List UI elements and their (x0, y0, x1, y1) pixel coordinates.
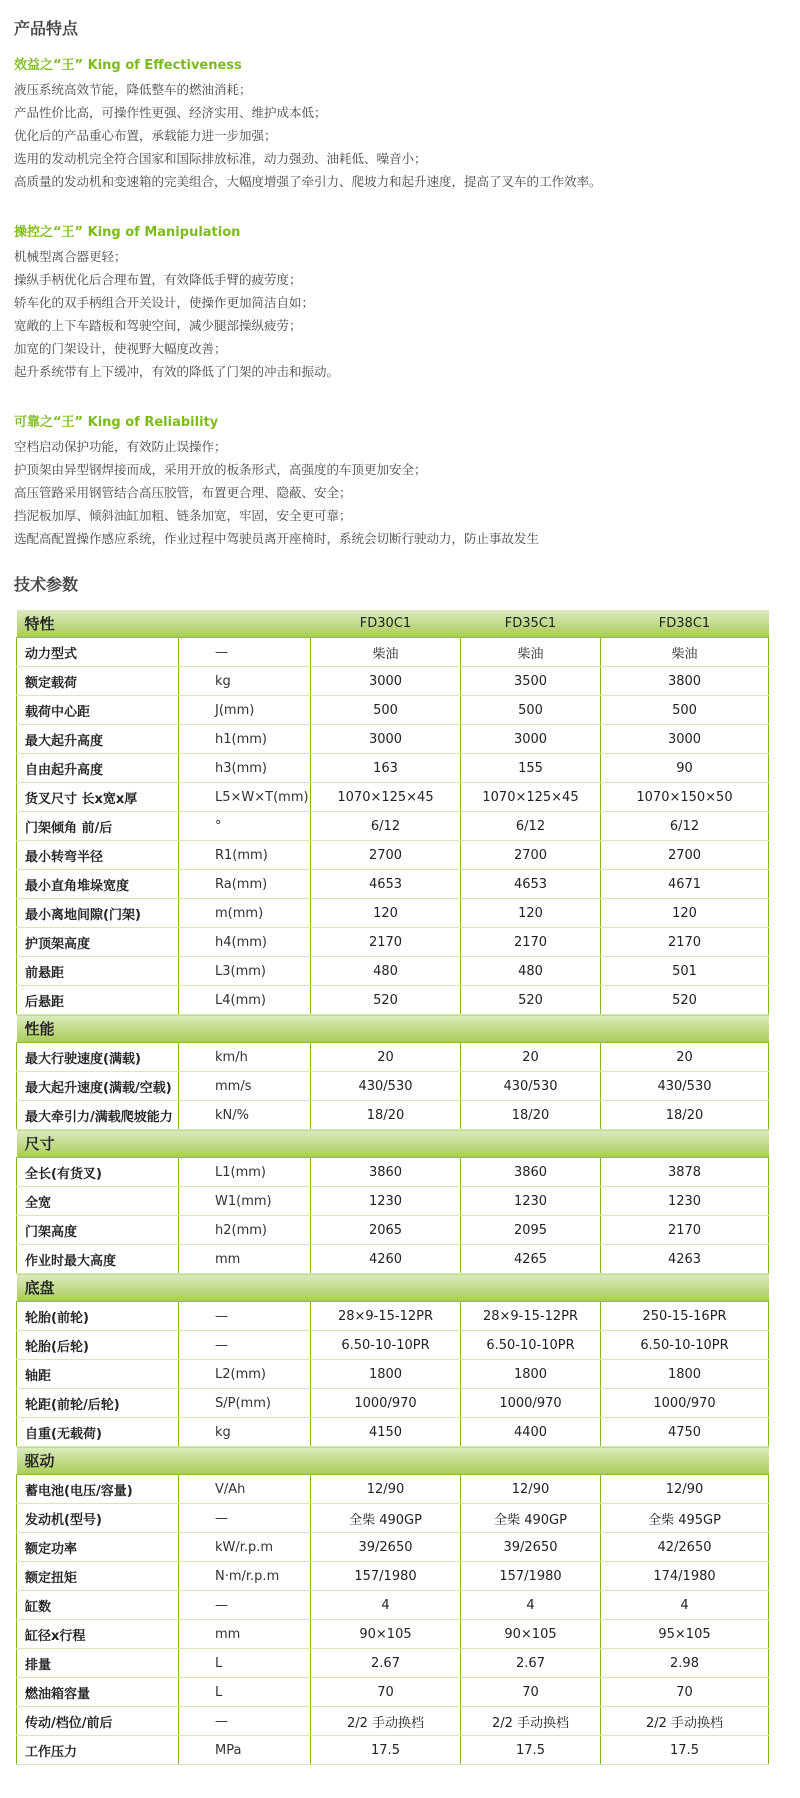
spec-value: 全柴 490GP (461, 1504, 601, 1533)
spec-name: 最小直角堆垛宽度 (17, 870, 179, 899)
spec-value: 3800 (601, 667, 769, 696)
group-blank (311, 1447, 461, 1475)
spec-value: 1230 (311, 1187, 461, 1216)
spec-value: 2170 (601, 928, 769, 957)
feature-heading: 效益之“王” King of Effectiveness (14, 58, 242, 73)
spec-value: 520 (311, 986, 461, 1015)
model-name: FD30C1 (311, 610, 461, 638)
spec-name: 护顶架高度 (17, 928, 179, 957)
table-row (17, 1504, 769, 1533)
table-row (17, 1736, 769, 1765)
table-row (17, 841, 769, 870)
feature-block (14, 411, 786, 550)
spec-value: 120 (461, 899, 601, 928)
spec-value: 70 (311, 1678, 461, 1707)
spec-value: 1070×125×45 (311, 783, 461, 812)
spec-value: 4150 (311, 1418, 461, 1447)
spec-unit: kg (179, 1418, 311, 1447)
group-blank (311, 1274, 461, 1302)
spec-value: 4400 (461, 1418, 601, 1447)
spec-value: 20 (461, 1043, 601, 1072)
table-row (17, 1678, 769, 1707)
spec-value: 157/1980 (311, 1562, 461, 1591)
spec-value: 1800 (461, 1360, 601, 1389)
spec-name: 额定功率 (17, 1533, 179, 1562)
spec-unit: — (179, 1707, 311, 1736)
spec-name: 蓄电池(电压/容量) (17, 1475, 179, 1504)
spec-value: 3000 (461, 725, 601, 754)
spec-name: 排量 (17, 1649, 179, 1678)
spec-unit: S/P(mm) (179, 1389, 311, 1418)
spec-value: 4 (601, 1591, 769, 1620)
spec-value: 520 (601, 986, 769, 1015)
spec-value: 3878 (601, 1158, 769, 1187)
spec-name: 最小转弯半径 (17, 841, 179, 870)
model-name: FD38C1 (601, 610, 769, 638)
spec-name: 最小离地间隙(门架) (17, 899, 179, 928)
spec-unit: ° (179, 812, 311, 841)
spec-name: 最大行驶速度(满载) (17, 1043, 179, 1072)
spec-value: 1070×125×45 (461, 783, 601, 812)
spec-name: 后悬距 (17, 986, 179, 1015)
spec-unit: kg (179, 667, 311, 696)
spec-value: 柴油 (461, 638, 601, 667)
feature-block (14, 54, 786, 193)
spec-unit: h3(mm) (179, 754, 311, 783)
spec-value: 18/20 (461, 1101, 601, 1130)
spec-name: 门架高度 (17, 1216, 179, 1245)
spec-name: 全宽 (17, 1187, 179, 1216)
spec-value: 2095 (461, 1216, 601, 1245)
feature-line: 操纵手柄优化后合理布置，有效降低手臂的疲劳度； (14, 272, 302, 287)
group-name: 底盘 (17, 1274, 179, 1302)
spec-value: 157/1980 (461, 1562, 601, 1591)
spec-value: 全柴 490GP (311, 1504, 461, 1533)
table-row (17, 1216, 769, 1245)
table-row (17, 1533, 769, 1562)
model-name: FD35C1 (461, 610, 601, 638)
spec-value: 4653 (311, 870, 461, 899)
spec-value: 95×105 (601, 1620, 769, 1649)
group-blank (179, 1274, 311, 1302)
spec-value: 480 (311, 957, 461, 986)
group-blank (461, 1274, 601, 1302)
spec-value: 1800 (601, 1360, 769, 1389)
spec-value: 4260 (311, 1245, 461, 1274)
spec-value: 1000/970 (601, 1389, 769, 1418)
spec-value: 4263 (601, 1245, 769, 1274)
features-title: 产品特点 (14, 19, 79, 38)
spec-value: 18/20 (601, 1101, 769, 1130)
feature-line: 优化后的产品重心布置，承载能力进一步加强； (14, 128, 277, 143)
spec-unit: — (179, 1331, 311, 1360)
feature-line: 起升系统带有上下缓冲，有效的降低了门架的冲击和振动。 (14, 364, 340, 379)
spec-value: 90 (601, 754, 769, 783)
spec-value: 70 (461, 1678, 601, 1707)
table-row (17, 696, 769, 725)
feature-line: 选配高配置操作感应系统，作业过程中驾驶员离开座椅时，系统会切断行驶动力，防止事故发生 (14, 531, 540, 546)
spec-unit: W1(mm) (179, 1187, 311, 1216)
spec-value: 4671 (601, 870, 769, 899)
spec-unit: R1(mm) (179, 841, 311, 870)
spec-name: 缸数 (17, 1591, 179, 1620)
table-row (17, 812, 769, 841)
table-row (17, 928, 769, 957)
spec-value: 3860 (461, 1158, 601, 1187)
spec-name: 额定扭矩 (17, 1562, 179, 1591)
spec-value: 28×9-15-12PR (461, 1302, 601, 1331)
group-blank (179, 1130, 311, 1158)
spec-group-header (17, 1274, 769, 1302)
table-row (17, 725, 769, 754)
spec-unit: h4(mm) (179, 928, 311, 957)
spec-value: 12/90 (601, 1475, 769, 1504)
spec-value: 6/12 (311, 812, 461, 841)
table-row (17, 638, 769, 667)
table-row (17, 957, 769, 986)
spec-value: 1230 (461, 1187, 601, 1216)
spec-value: 3500 (461, 667, 601, 696)
feature-line: 液压系统高效节能，降低整车的燃油消耗； (14, 82, 252, 97)
table-row (17, 1389, 769, 1418)
spec-value: 2170 (461, 928, 601, 957)
spec-value: 2170 (601, 1216, 769, 1245)
spec-value: 120 (601, 899, 769, 928)
features-section (14, 54, 786, 550)
table-row (17, 1187, 769, 1216)
table-row (17, 1360, 769, 1389)
spec-value: 2/2 手动换档 (311, 1707, 461, 1736)
group-blank (601, 1447, 769, 1475)
spec-value: 70 (601, 1678, 769, 1707)
spec-value: 6.50-10-10PR (601, 1331, 769, 1360)
spec-value: 28×9-15-12PR (311, 1302, 461, 1331)
spec-name: 自重(无载荷) (17, 1418, 179, 1447)
spec-value: 柴油 (601, 638, 769, 667)
group-blank (311, 1130, 461, 1158)
spec-unit: J(mm) (179, 696, 311, 725)
spec-value: 4265 (461, 1245, 601, 1274)
group-blank (461, 1447, 601, 1475)
table-row (17, 899, 769, 928)
spec-unit: L (179, 1678, 311, 1707)
spec-value: 2/2 手动换档 (461, 1707, 601, 1736)
spec-value: 90×105 (461, 1620, 601, 1649)
spec-group-header (17, 1447, 769, 1475)
table-row (17, 1245, 769, 1274)
spec-value: 全柴 495GP (601, 1504, 769, 1533)
spec-unit: mm/s (179, 1072, 311, 1101)
spec-value: 1070×150×50 (601, 783, 769, 812)
spec-value: 6/12 (461, 812, 601, 841)
spec-value: 39/2650 (311, 1533, 461, 1562)
feature-heading: 操控之“王” King of Manipulation (14, 225, 241, 240)
spec-value: 12/90 (311, 1475, 461, 1504)
spec-value: 17.5 (601, 1736, 769, 1765)
spec-value: 2.67 (461, 1649, 601, 1678)
table-row (17, 986, 769, 1015)
spec-name: 轮胎(后轮) (17, 1331, 179, 1360)
spec-value: 4653 (461, 870, 601, 899)
group-name: 性能 (17, 1015, 179, 1043)
group-blank (179, 1447, 311, 1475)
spec-value: 480 (461, 957, 601, 986)
spec-value: 2700 (461, 841, 601, 870)
spec-value: 6/12 (601, 812, 769, 841)
table-row (17, 1620, 769, 1649)
spec-value: 2170 (311, 928, 461, 957)
spec-value: 6.50-10-10PR (461, 1331, 601, 1360)
spec-value: 20 (601, 1043, 769, 1072)
spec-unit: L2(mm) (179, 1360, 311, 1389)
table-row (17, 754, 769, 783)
spec-unit: — (179, 638, 311, 667)
spec-value: 163 (311, 754, 461, 783)
feature-line: 轿车化的双手柄组合开关设计，使操作更加简洁自如； (14, 295, 315, 310)
spec-group-header (17, 610, 769, 638)
spec-value: 3000 (311, 725, 461, 754)
spec-unit: L1(mm) (179, 1158, 311, 1187)
table-row (17, 1591, 769, 1620)
spec-unit: N·m/r.p.m (179, 1562, 311, 1591)
spec-value: 2/2 手动换档 (601, 1707, 769, 1736)
spec-unit: Ra(mm) (179, 870, 311, 899)
table-row (17, 1707, 769, 1736)
spec-value: 18/20 (311, 1101, 461, 1130)
table-row (17, 1101, 769, 1130)
feature-line: 选用的发动机完全符合国家和国际排放标准，动力强劲、油耗低、噪音小； (14, 151, 427, 166)
spec-title: 技术参数 (14, 575, 79, 594)
spec-value: 500 (461, 696, 601, 725)
spec-name: 发动机(型号) (17, 1504, 179, 1533)
group-blank (601, 1274, 769, 1302)
table-row (17, 1649, 769, 1678)
spec-value: 1800 (311, 1360, 461, 1389)
spec-unit: m(mm) (179, 899, 311, 928)
spec-unit: — (179, 1504, 311, 1533)
spec-unit: L5×W×T(mm) (179, 783, 311, 812)
group-blank (461, 1130, 601, 1158)
spec-value: 17.5 (311, 1736, 461, 1765)
spec-value: 17.5 (461, 1736, 601, 1765)
group-name: 驱动 (17, 1447, 179, 1475)
spec-value: 2065 (311, 1216, 461, 1245)
spec-value: 3000 (601, 725, 769, 754)
spec-unit: L4(mm) (179, 986, 311, 1015)
feature-block (14, 221, 786, 383)
table-row (17, 1418, 769, 1447)
spec-unit: mm (179, 1245, 311, 1274)
spec-group-header (17, 1015, 769, 1043)
table-row (17, 1302, 769, 1331)
spec-unit: — (179, 1302, 311, 1331)
spec-name: 轮距(前轮/后轮) (17, 1389, 179, 1418)
spec-name: 传动/档位/前后 (17, 1707, 179, 1736)
table-row (17, 1562, 769, 1591)
spec-value: 155 (461, 754, 601, 783)
spec-value: 430/530 (601, 1072, 769, 1101)
table-row (17, 667, 769, 696)
spec-value: 120 (311, 899, 461, 928)
spec-unit: h1(mm) (179, 725, 311, 754)
spec-name: 全长(有货叉) (17, 1158, 179, 1187)
spec-value: 2700 (601, 841, 769, 870)
spec-unit: MPa (179, 1736, 311, 1765)
spec-value: 6.50-10-10PR (311, 1331, 461, 1360)
feature-line: 机械型离合器更轻； (14, 249, 127, 264)
table-row (17, 783, 769, 812)
table-row (17, 1043, 769, 1072)
spec-value: 500 (601, 696, 769, 725)
spec-name: 载荷中心距 (17, 696, 179, 725)
group-blank (461, 1015, 601, 1043)
group-blank (179, 610, 311, 638)
spec-value: 42/2650 (601, 1533, 769, 1562)
table-row (17, 1158, 769, 1187)
table-row (17, 1072, 769, 1101)
spec-value: 4750 (601, 1418, 769, 1447)
spec-unit: V/Ah (179, 1475, 311, 1504)
feature-line: 加宽的门架设计，使视野大幅度改善； (14, 341, 227, 356)
group-name: 特性 (17, 610, 179, 638)
spec-value: 501 (601, 957, 769, 986)
spec-name: 最大牵引力/满载爬坡能力 (17, 1101, 179, 1130)
spec-name: 自由起升高度 (17, 754, 179, 783)
group-name: 尺寸 (17, 1130, 179, 1158)
spec-value: 430/530 (461, 1072, 601, 1101)
spec-unit: kW/r.p.m (179, 1533, 311, 1562)
spec-value: 1230 (601, 1187, 769, 1216)
spec-value: 1000/970 (311, 1389, 461, 1418)
spec-name: 缸径x行程 (17, 1620, 179, 1649)
spec-unit: L (179, 1649, 311, 1678)
spec-name: 货叉尺寸 长x宽x厚 (17, 783, 179, 812)
spec-value: 430/530 (311, 1072, 461, 1101)
spec-value: 174/1980 (601, 1562, 769, 1591)
spec-unit: mm (179, 1620, 311, 1649)
feature-line: 产品性价比高，可操作性更强、经济实用、维护成本低； (14, 105, 327, 120)
spec-value: 2.67 (311, 1649, 461, 1678)
spec-group-header (17, 1130, 769, 1158)
feature-line: 高质量的发动机和变速箱的完美组合，大幅度增强了牵引力、爬坡力和起升速度，提高了叉车的工作效率。 (14, 174, 602, 189)
spec-unit: h2(mm) (179, 1216, 311, 1245)
spec-value: 2700 (311, 841, 461, 870)
feature-line: 高压管路采用钢管结合高压胶管，布置更合理、隐蔽、安全； (14, 485, 352, 500)
spec-value: 250-15-16PR (601, 1302, 769, 1331)
group-blank (601, 1015, 769, 1043)
spec-name: 最大起升速度(满载/空载) (17, 1072, 179, 1101)
spec-unit: — (179, 1591, 311, 1620)
feature-line: 挡泥板加厚、倾斜油缸加粗、链条加宽，牢固，安全更可靠； (14, 508, 352, 523)
spec-name: 轮胎(前轮) (17, 1302, 179, 1331)
feature-line: 空档启动保护功能，有效防止误操作； (14, 439, 227, 454)
table-row (17, 1475, 769, 1504)
spec-name: 前悬距 (17, 957, 179, 986)
spec-value: 4 (311, 1591, 461, 1620)
spec-value: 2.98 (601, 1649, 769, 1678)
spec-value: 4 (461, 1591, 601, 1620)
spec-unit: km/h (179, 1043, 311, 1072)
spec-value: 3000 (311, 667, 461, 696)
group-blank (179, 1015, 311, 1043)
group-blank (311, 1015, 461, 1043)
spec-name: 额定载荷 (17, 667, 179, 696)
feature-line: 宽敞的上下车踏板和驾驶空间，减少腿部操纵疲劳； (14, 318, 302, 333)
feature-line: 护顶架由异型钢焊接而成，采用开放的板条形式，高强度的车顶更加安全； (14, 462, 427, 477)
spec-name: 动力型式 (17, 638, 179, 667)
spec-name: 燃油箱容量 (17, 1678, 179, 1707)
spec-value: 520 (461, 986, 601, 1015)
spec-value: 3860 (311, 1158, 461, 1187)
spec-value: 500 (311, 696, 461, 725)
spec-name: 作业时最大高度 (17, 1245, 179, 1274)
spec-value: 20 (311, 1043, 461, 1072)
spec-value: 1000/970 (461, 1389, 601, 1418)
table-row (17, 1331, 769, 1360)
spec-unit: kN/% (179, 1101, 311, 1130)
spec-value: 90×105 (311, 1620, 461, 1649)
spec-value: 12/90 (461, 1475, 601, 1504)
spec-name: 门架倾角 前/后 (17, 812, 179, 841)
spec-name: 最大起升高度 (17, 725, 179, 754)
spec-table (16, 610, 769, 1765)
table-row (17, 870, 769, 899)
group-blank (601, 1130, 769, 1158)
spec-name: 工作压力 (17, 1736, 179, 1765)
spec-value: 柴油 (311, 638, 461, 667)
feature-heading: 可靠之“王” King of Reliability (14, 415, 219, 430)
spec-unit: L3(mm) (179, 957, 311, 986)
spec-value: 39/2650 (461, 1533, 601, 1562)
spec-name: 轴距 (17, 1360, 179, 1389)
